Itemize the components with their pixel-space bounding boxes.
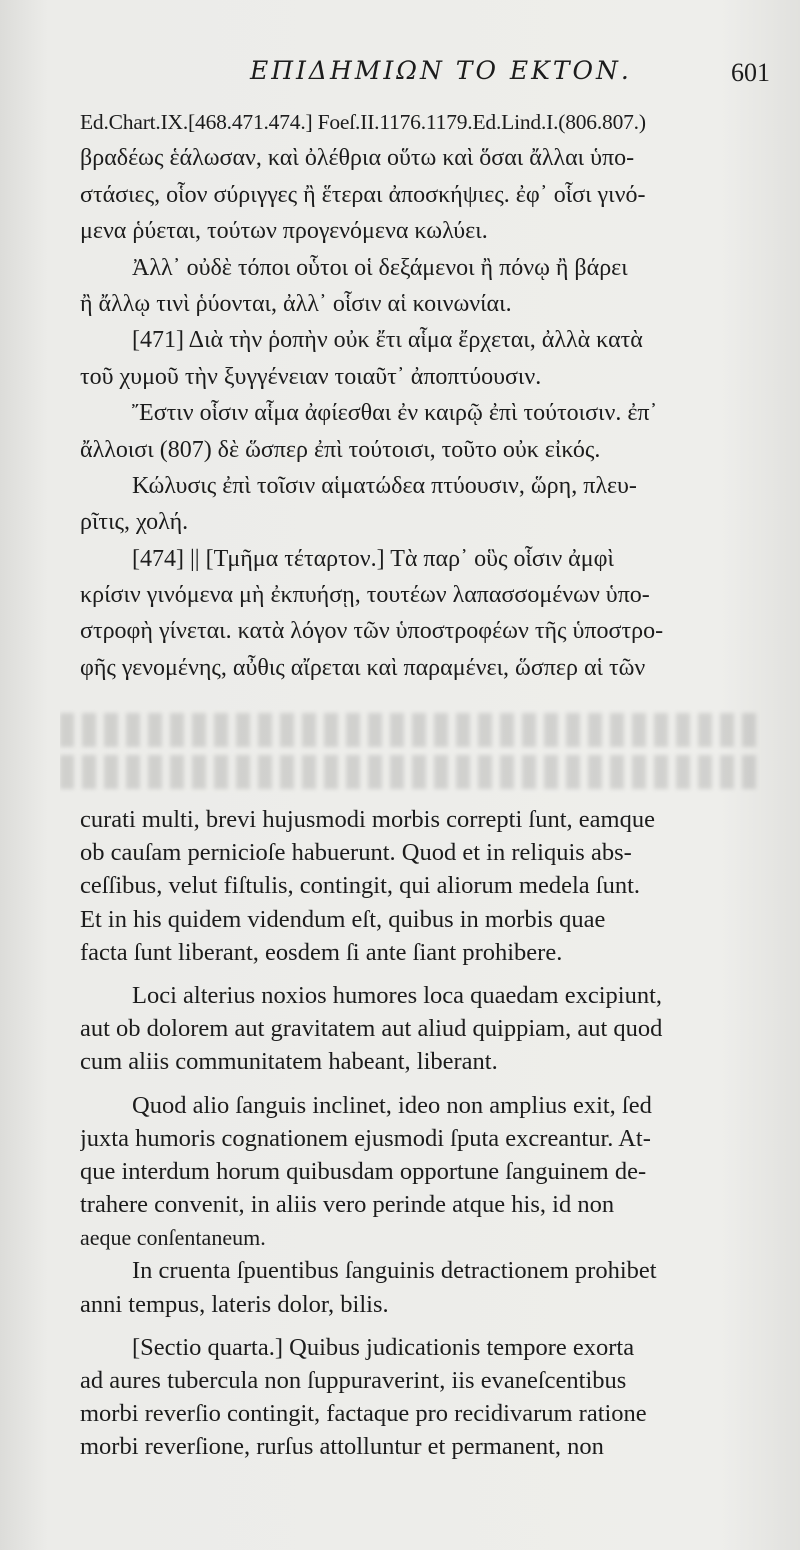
latin-text-block xyxy=(80,803,770,1464)
latin-line: cum aliis communitatem habeant, liberant. xyxy=(80,1048,498,1076)
latin-line: Et in his quidem videndum eſt, quibus in morbis quae xyxy=(80,905,606,933)
latin-line: ad aures tubercula non ſuppuraverint, iis evaneſcentibus xyxy=(80,1367,627,1394)
greek-line: Ἀλλ᾽ οὐδὲ τόποι οὗτοι οἱ δεξάμενοι ἢ πόνῳ ἢ βάρει xyxy=(132,254,628,281)
greek-line: Ἔστιν οἷσιν αἷμα ἀφίεσθαι ἐν καιρῷ ἐπὶ τούτοισιν. ἐπ᾽ xyxy=(132,400,658,427)
latin-line: ceſſibus, velut fiſtulis, contingit, qui aliorum medela ſunt. xyxy=(80,872,641,900)
latin-line: [Sectio quarta.] Quibus judicationis tempore exorta xyxy=(132,1333,635,1361)
latin-line: Loci alterius noxios humores loca quaedam excipiunt, xyxy=(132,981,663,1009)
latin-line: morbi reverſio contingit, factaque pro recidivarum ratione xyxy=(80,1400,647,1428)
greek-line: βραδέως ἑάλωσαν, καὶ ὀλέθρια οὕτω καὶ ὅσαι ἄλλαι ὑπο- xyxy=(80,145,635,172)
greek-line: κρίσιν γινόμενα μὴ ἐκπυήσῃ, τουτέων λαπασσομένων ὑπο- xyxy=(80,582,650,609)
latin-line: aut ob dolorem aut gravitatem aut aliud quippiam, aut quod xyxy=(80,1015,663,1043)
latin-line: trahere convenit, in aliis vero perinde atque his, id non xyxy=(80,1191,615,1219)
latin-line: Quod alio ſanguis inclinet, ideo non amplius exit, ſed xyxy=(132,1091,652,1119)
page-number: 601 xyxy=(731,58,770,87)
greek-line: στροφὴ γίνεται. κατὰ λόγον τῶν ὑποστροφέων τῆς ὑποστρο- xyxy=(80,618,664,645)
latin-line: anni tempus, lateris dolor, bilis. xyxy=(80,1290,389,1318)
greek-line: [471] Διὰ τὴν ῥοπὴν οὐκ ἔτι αἷμα ἔρχεται, ἀλλὰ κατὰ xyxy=(132,327,643,354)
page-header xyxy=(80,56,770,96)
greek-line: μενα ῥύεται, τούτων προγενόμενα κωλύει. xyxy=(80,218,488,245)
latin-line: ob cauſam pernicioſe habuerunt. Quod et in reliquis abs- xyxy=(80,839,632,867)
greek-line: τοῦ χυμοῦ τὴν ξυγγένειαν τοιαῦτ᾽ ἀποπτύουσιν. xyxy=(80,363,542,390)
greek-line: Κώλυσις ἐπὶ τοῖσιν αἱματώδεα πτύουσιν, ὥρη, πλευ- xyxy=(132,472,637,499)
running-title: ΕΠΙΔΗΜΙΩΝ ΤΟ ΕΚΤΟΝ. xyxy=(250,56,632,85)
greek-line: στάσιες, οἷον σύριγγες ἢ ἕτεραι ἀποσκήψιες. ἐφ᾽ οἷσι γινό- xyxy=(80,181,646,208)
greek-text-block xyxy=(80,104,770,686)
latin-line: que interdum horum quibusdam opportune ſanguinem de- xyxy=(80,1157,647,1185)
show-through-text xyxy=(60,705,760,795)
greek-line: φῆς γενομένης, αὖθις αἴρεται καὶ παραμένει, ὥσπερ αἱ τῶν xyxy=(80,654,646,681)
latin-line: aeque conſentaneum. xyxy=(80,1225,266,1251)
greek-line: ἢ ἄλλῳ τινὶ ῥύονται, ἀλλ᾽ οἷσιν αἱ κοινωνίαι. xyxy=(80,290,512,317)
latin-line: juxta humoris cognationem ejusmodi ſputa excreantur. At- xyxy=(80,1124,651,1152)
greek-line: ἄλλοισι (807) δὲ ὥσπερ ἐπὶ τούτοισι, τοῦτο οὐκ εἰκός. xyxy=(80,436,601,463)
greek-line: [474] || [Τμῆμα τέταρτον.] Τὰ παρ᾽ οὓς οἷσιν ἀμφὶ xyxy=(132,545,614,572)
edition-references: Ed.Chart.IX.[468.471.474.] Foeſ.II.1176.1179.Ed.Lind.I.(806.807.) xyxy=(80,110,646,134)
latin-line: morbi reverſione, rurſus attolluntur et permanent, non xyxy=(80,1433,604,1461)
latin-line: facta ſunt liberant, eosdem ſi ante ſiant prohibere. xyxy=(80,938,563,966)
greek-line: ρῖτις, χολή. xyxy=(80,509,189,536)
latin-line: curati multi, brevi hujusmodi morbis correpti ſunt, eamque xyxy=(80,806,655,833)
latin-line: In cruenta ſpuentibus ſanguinis detractionem prohibet xyxy=(132,1257,657,1285)
